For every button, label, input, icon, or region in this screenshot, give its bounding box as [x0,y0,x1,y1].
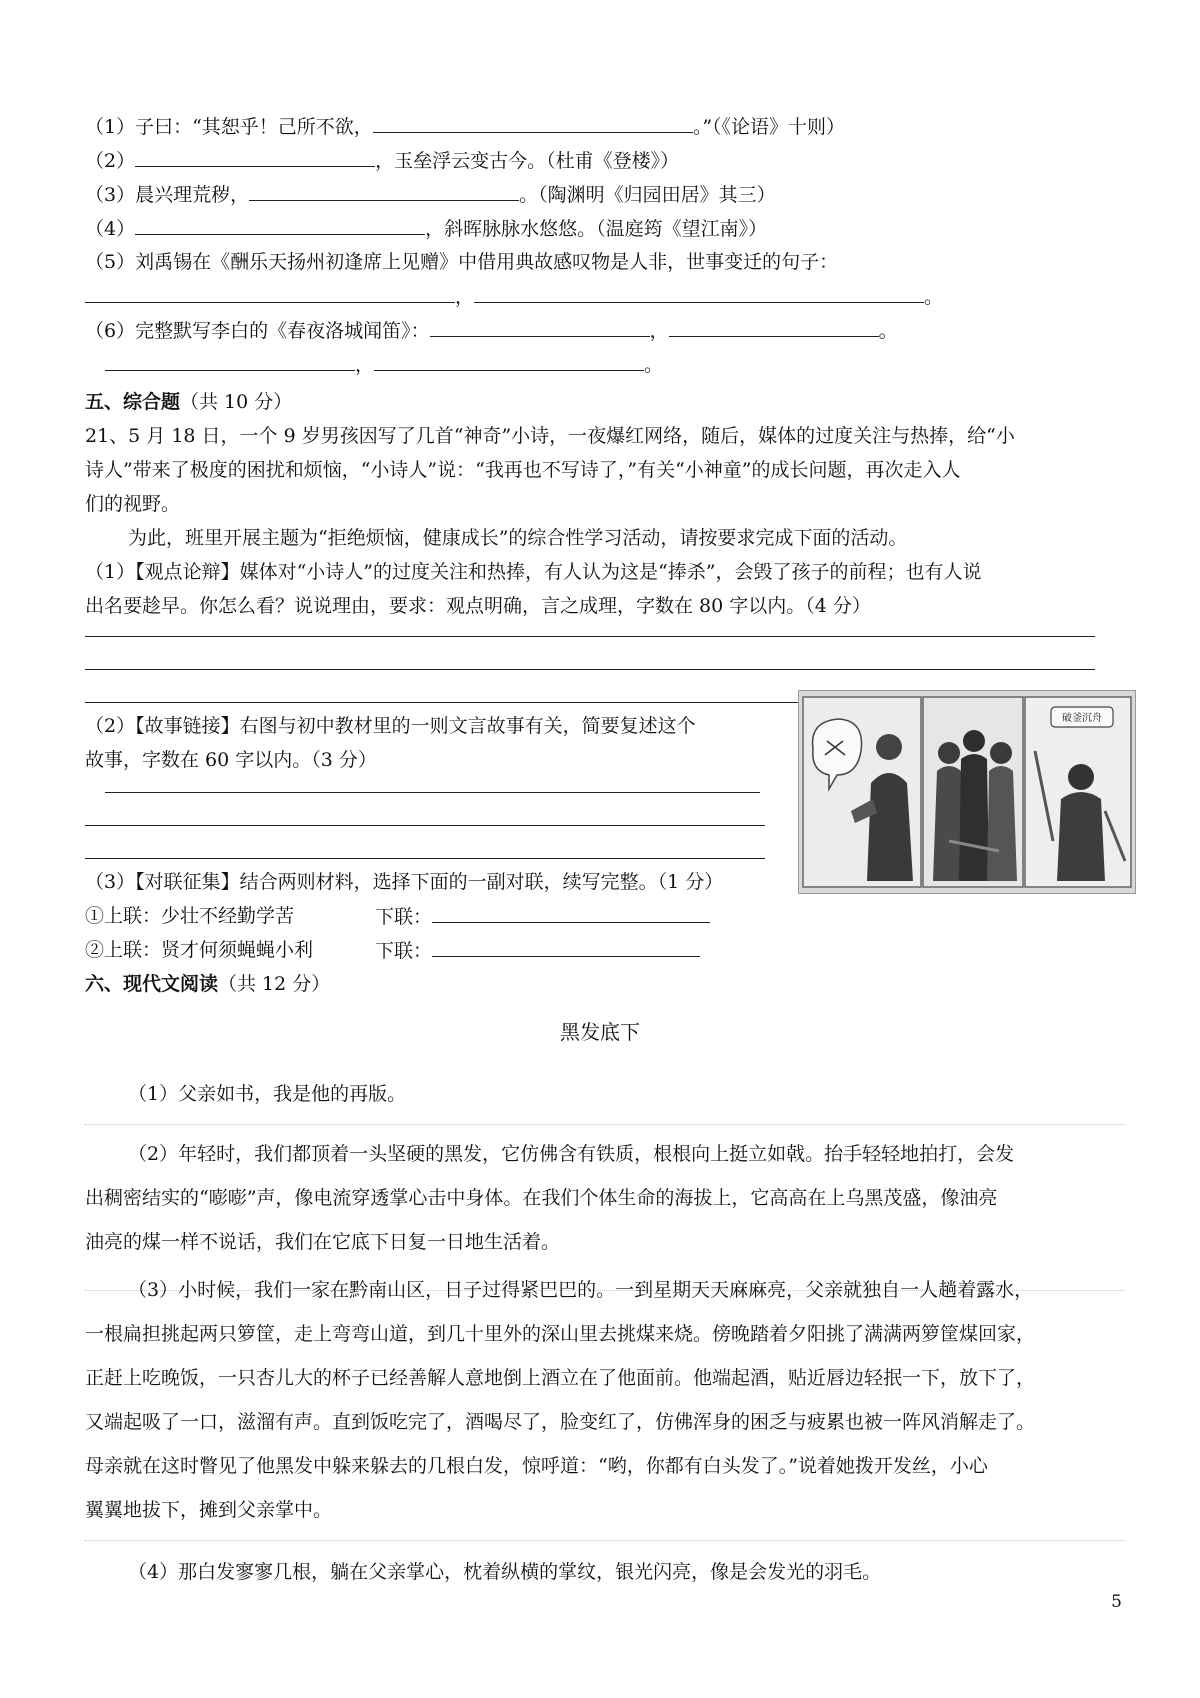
article-para-3-line-3: 正赶上吃晚饭，一只杏儿大的杯子已经善解人意地倒上酒立在了他面前。他端起酒，贴近唇边轻抿一下，放下了， [85,1367,1036,1389]
q6-blank-4[interactable] [374,350,644,371]
q6-comma-1: ， [649,320,669,342]
article-title: 黑发底下 [560,1020,640,1044]
article-para-2-line-2: 出稠密结实的“嘭嘭”声，像电流穿透掌心击中身体。在我们个体生命的海拔上，它高高在上乌黑茂盛，像油亮 [85,1187,998,1209]
q1-suffix: 。”（《论语》十则） [692,116,846,138]
q5-period: 。 [924,286,944,308]
q6-blank-1[interactable] [430,316,650,337]
q4-blank[interactable] [135,214,425,235]
couplet-1-lower [375,902,710,931]
couplet-1 [85,902,294,930]
couplet-2-lower [375,936,700,965]
q6-period-1: 。 [878,320,898,342]
page-number: 5 [1111,1592,1122,1612]
part1-answer-line-2[interactable] [85,669,1095,670]
part3-line-1: （3）【对联征集】结合两则材料，选择下面的一副对联，续写完整。（1 分） [85,871,724,893]
q6-period-2: 。 [644,354,664,376]
article-para-2-line-1: （2）年轻时，我们都顶着一头坚硬的黑发，它仿佛含有铁质，根根向上挺立如戟。抬手轻轻地拍打，会发 [128,1143,1015,1165]
article-para-3-line-6: 翼翼地拔下，摊到父亲掌中。 [85,1499,333,1521]
separator-1 [85,1124,1125,1125]
q6-prefix: （6）完整默写李白的《春夜洛城闻笛》： [85,320,430,342]
section5-heading-title: 五、综合题 [85,391,181,413]
couplet-2-lower-label: 下联： [375,940,433,962]
article-para-2-line-3: 油亮的煤一样不说话，我们在它底下日复一日地生活着。 [85,1231,561,1253]
q3-suffix: 。（陶渊明《归园田居》其三） [519,184,776,206]
separator-3 [85,1540,1125,1541]
article-para-3-line-2: 一根扁担挑起两只箩筐，走上弯弯山道，到几十里外的深山里去挑煤来烧。傍晚踏着夕阳挑了满满两箩筐煤回家， [85,1323,1036,1345]
couplet-1-upper: ①上联：少壮不经勤学苦 [85,905,295,927]
q2-line [85,146,679,175]
q5-line: （5）刘禹锡在《酬乐天扬州初逢席上见赠》中借用典故感叹物是人非，世事变迁的句子： [85,251,839,273]
section6-heading-title: 六、现代文阅读 [85,973,219,995]
section6-heading-score: （共 12 分） [218,973,331,995]
q21-line-1: 21、5 月 18 日，一个 9 岁男孩因写了几首“神奇”小诗，一夜爆红网络，随后，媒体的过度关注与热捧，给“小 [85,425,1015,447]
q4-line [85,214,767,243]
q6-comma-2: ， [355,354,375,376]
q21-line-3: 们的视野。 [85,493,181,515]
couplet-2 [85,936,313,964]
q5-blank-2[interactable] [474,282,924,303]
part2-answer-line-3[interactable] [85,858,765,859]
story-illustration [798,690,1136,894]
q2-prefix: （2） [85,150,136,172]
q5-comma: ， [455,286,475,308]
q2-blank[interactable] [135,146,375,167]
sign-text: 破釜沉舟 [1062,713,1102,724]
comic-panels-drawing [799,691,1135,893]
q3-prefix: （3）晨兴理荒秽， [85,184,250,206]
article-para-3-line-4: 又端起吸了一口，滋溜有声。直到饭吃完了，酒喝尽了，脸变红了，仿佛浑身的困乏与疲累也被一阵风消解走了。 [85,1411,1036,1433]
part2-line-1: （2）【故事链接】右图与初中教材里的一则文言故事有关，简要复述这个 [85,715,696,737]
q21-line-2: 诗人”带来了极度的困扰和烦恼，“小诗人”说：“我再也不写诗了，”有关“小神童”的成长问题，再次走入人 [85,459,961,481]
section5-heading [85,388,292,416]
q1-line [85,112,845,141]
couplet-1-lower-label: 下联： [375,906,433,928]
q6-line [85,316,898,345]
part2-answer-line-2[interactable] [85,825,765,826]
section5-heading-score: （共 10 分） [180,391,293,413]
q3-blank[interactable] [249,180,519,201]
q6-blank-2[interactable] [669,316,879,337]
q4-suffix: ，斜晖脉脉水悠悠。（温庭筠《望江南》） [425,218,768,240]
couplet-2-upper: ②上联：贤才何须蝇蝇小利 [85,939,314,961]
couplet-2-blank[interactable] [432,936,700,957]
article-para-3-line-1: （3）小时候，我们一家在黔南山区，日子过得紧巴巴的。一到星期天天麻麻亮，父亲就独自一人趟着露水， [128,1279,1034,1301]
part1-line-2: 出名要趁早。你怎么看？说说理由，要求：观点明确，言之成理，字数在 80 字以内。（4 分） [85,595,871,617]
q5-blank-1[interactable] [85,282,455,303]
article-para-4: （4）那白发寥寥几根，躺在父亲掌心，枕着纵横的掌纹，银光闪亮，像是会发光的羽毛。 [128,1561,882,1583]
part1-line-1: （1）【观点论辩】媒体对“小诗人”的过度关注和热捧，有人认为这是“捧杀”，会毁了孩子的前程；也有人说 [85,561,982,583]
q2-suffix: ，玉垒浮云变古今。（杜甫《登楼》） [375,150,680,172]
part2-answer-line-1[interactable] [105,792,760,793]
couplet-1-blank[interactable] [432,902,710,923]
q4-prefix: （4） [85,218,136,240]
q5-answer-line [85,282,943,311]
q1-prefix: （1）子曰：“其恕乎！己所不欲， [85,116,373,138]
q6-answer-line-2 [105,350,663,379]
section6-heading [85,970,330,998]
part1-answer-line-1[interactable] [85,636,1095,637]
activity-intro: 为此，班里开展主题为“拒绝烦恼，健康成长”的综合性学习活动，请按要求完成下面的活动。 [128,527,908,549]
part2-line-2: 故事，字数在 60 字以内。（3 分） [85,749,377,771]
article-para-1: （1）父亲如书，我是他的再版。 [128,1083,407,1105]
q1-blank[interactable] [373,112,693,133]
q6-blank-3[interactable] [105,350,355,371]
article-para-3-line-5: 母亲就在这时瞥见了他黑发中躲来躲去的几根白发，惊呼道：“哟，你都有白头发了。”说着她拨开发丝，小心 [85,1455,988,1477]
q3-line [85,180,776,209]
